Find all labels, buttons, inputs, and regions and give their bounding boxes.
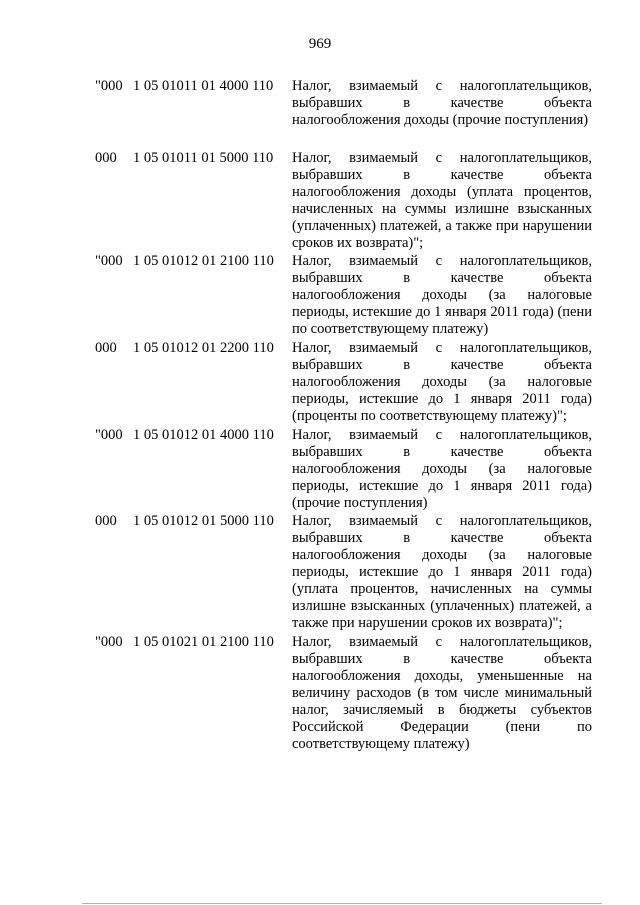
admin-code: "000 xyxy=(95,253,123,269)
income-description: Налог, взимаемый с налогоплательщиков, выбравших в качестве объекта налогообложения доходы, уменьшенные на величину расходов (в том числе минимальный налог, зачисляемый в бюджеты субъектов Российской Федерации (пени по соответствующему платежу) xyxy=(292,634,592,752)
income-description: Налог, взимаемый с налогоплательщиков, выбравших в качестве объекта налогообложения доходы (прочие поступления) xyxy=(292,78,592,128)
admin-code: 000 xyxy=(95,340,117,356)
admin-code: 000 xyxy=(95,513,117,529)
income-description: Налог, взимаемый с налогоплательщиков, выбравших в качестве объекта налогообложения доходы (за налоговые периоды, истекшие до 1 января 2011 года) (пени по соответствующему платежу) xyxy=(292,253,592,337)
budget-code: 1 05 01012 01 5000 110 xyxy=(133,513,274,529)
scan-edge-divider xyxy=(82,903,602,904)
budget-code: 1 05 01012 01 4000 110 xyxy=(133,427,274,443)
budget-code: 1 05 01011 01 4000 110 xyxy=(133,78,274,94)
budget-code: 1 05 01021 01 2100 110 xyxy=(133,634,274,650)
budget-code: 1 05 01011 01 5000 110 xyxy=(133,150,274,166)
admin-code: "000 xyxy=(95,427,123,443)
income-description: Налог, взимаемый с налогоплательщиков, выбравших в качестве объекта налогообложения доходы (за налоговые периоды, истекшие до 1 января 2011 года) (прочие поступления) xyxy=(292,427,592,511)
admin-code: "000 xyxy=(95,78,123,94)
admin-code: 000 xyxy=(95,150,117,166)
income-description: Налог, взимаемый с налогоплательщиков, выбравших в качестве объекта налогообложения доходы (за налоговые периоды, истекшие до 1 января 2011 года) (проценты по соответствующему платежу)"; xyxy=(292,340,592,424)
page-number: 969 xyxy=(308,36,332,52)
budget-code: 1 05 01012 01 2200 110 xyxy=(133,340,274,356)
income-description: Налог, взимаемый с налогоплательщиков, выбравших в качестве объекта налогообложения доходы (за налоговые периоды, истекшие до 1 января 2011 года) (уплата процентов, начисленных на суммы излишне взысканных (уплаченных) платежей, а также при нарушении сроков их возврата)"; xyxy=(292,513,592,631)
admin-code: "000 xyxy=(95,634,123,650)
income-description: Налог, взимаемый с налогоплательщиков, выбравших в качестве объекта налогообложения доходы (уплата процентов, начисленных на суммы излишне взысканных (уплаченных) платежей, а также при нарушении сроков их возврата)"; xyxy=(292,150,592,251)
budget-code: 1 05 01012 01 2100 110 xyxy=(133,253,274,269)
